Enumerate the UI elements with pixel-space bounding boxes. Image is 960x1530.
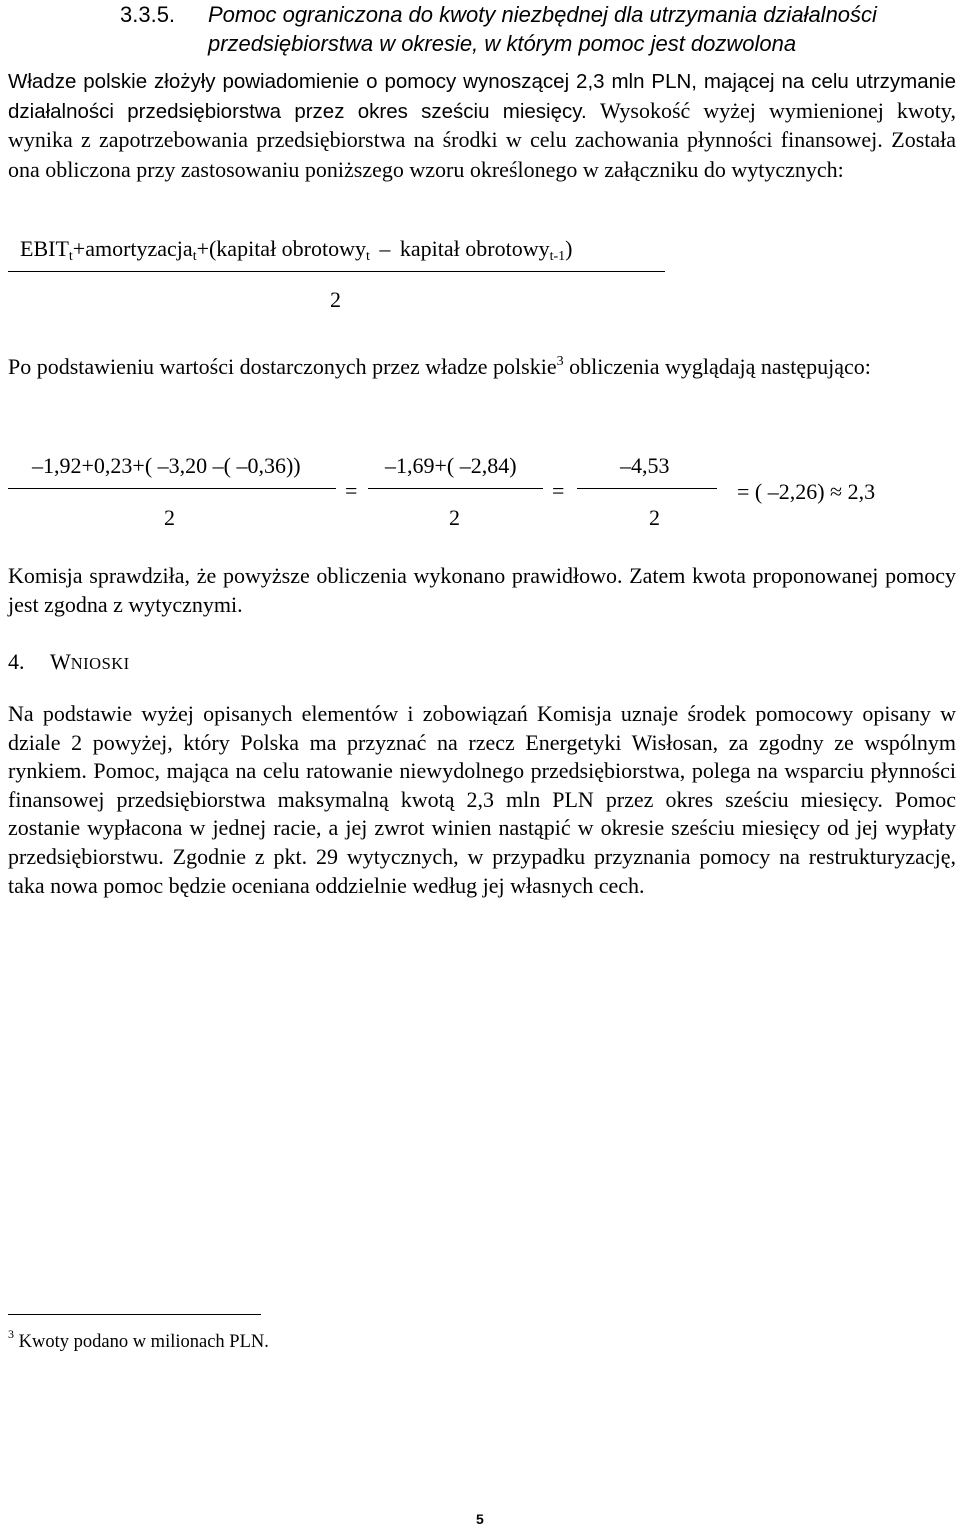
footnote-separator [8, 1314, 261, 1315]
heading-title-first-letter: W [50, 649, 71, 674]
paragraph-conclusions: Na podstawie wyżej opisanych elementów i zobowiązań Komisja uznaje środek pomocowy opisany w dziale 2 powyżej, który Polska ma przyznać na rzecz Energetyki Wisłosan, za zgodny ze wspólnym rynkiem. Pomoc, mająca na celu ratowanie niewydolnego przedsiębiorstwa, polega na wsparciu płynności finansowej przedsiębiorstwa maksymalną kwotą 2,3 mln PLN przez okres sześciu miesięcy. Pomoc zostanie wypłacona w jednej racie, a jej zwrot winien nastąpić w okresie sześciu miesięcy od jej wypłaty przedsiębiorstwu. Zgodnie z pkt. 29 wytycznych, w przypadku przyznania pomocy na restrukturyzację, taka nowa pomoc będzie oceniana oddzielnie według jej własnych cech. [8, 701, 956, 898]
heading-title [50, 649, 130, 674]
calc-numerator-1: –1,92+0,23+( –3,20 –( –0,36)) [32, 453, 301, 478]
section-number: 3.3.5. [120, 2, 176, 27]
paragraph-intro [8, 68, 956, 186]
section-heading [120, 0, 940, 58]
calc-denominator-1: 2 [164, 505, 175, 530]
substitution-text-after: obliczenia wyglądają następująco: [569, 354, 871, 379]
formula-ebit: EBIT [20, 236, 69, 261]
formula-fraction-bar [8, 271, 665, 272]
calc-result: = ( –2,26) ≈ 2,3 [737, 479, 876, 504]
ebit-formula-numerator [20, 236, 573, 262]
section-title: Pomoc ograniczona do kwoty niezbędnej dla utrzymania działalności przedsiębiorstwa w okresie, w którym pomoc jest dozwolona [208, 2, 877, 56]
calc-denominator-3: 2 [649, 505, 660, 530]
heading-number: 4. [8, 649, 25, 674]
formula-close-paren: ) [565, 236, 573, 261]
formula-sub: t [192, 249, 197, 264]
substitution-text-before: Po podstawieniu wartości dostarczonych przez władze polskie [8, 354, 557, 379]
footnote-reference: 3 [556, 354, 564, 369]
heading-wnioski [8, 648, 130, 678]
footnote [8, 1327, 269, 1353]
formula-kapital-1: +(kapitał obrotowy [196, 236, 367, 261]
heading-title-rest: NIOSKI [70, 654, 130, 673]
formula-kapital-2: kapitał obrotowy [399, 236, 550, 261]
paragraph-intro-serif-b: Została ona obliczona przy zastosowaniu poniższego wzoru określonego w załączniku do wytycznych: [8, 127, 957, 183]
calc-numerator-3: –4,53 [620, 453, 670, 478]
formula-sub: t [366, 249, 370, 264]
formula-sub: t-1 [549, 249, 566, 264]
calc-numerator-2: –1,69+( –2,84) [385, 453, 517, 478]
page-number: 5 [476, 1511, 484, 1527]
calc-equals-1: = [345, 478, 358, 503]
paragraph-substitution [8, 353, 956, 382]
calc-equals-2: = [552, 478, 565, 503]
paragraph-verification: Komisja sprawdziła, że powyższe obliczenia wykonano prawidłowo. Zatem kwota proponowanej pomocy jest zgodna z wytycznymi. [8, 563, 956, 617]
calc-fraction-bar-1 [8, 488, 336, 489]
formula-denominator: 2 [330, 287, 341, 312]
formula-minus: – [379, 236, 391, 261]
footnote-number: 3 [8, 1327, 14, 1341]
paragraph-intro-serif-a: Wysokość wyżej wymienionej kwoty, wynika z zapotrzebowania przedsiębiorstwa na środki w celu zachowania płynności finansowej. [8, 97, 956, 153]
formula-sub: t [68, 249, 73, 264]
calc-fraction-bar-3 [577, 488, 717, 489]
calc-fraction-bar-2 [368, 488, 543, 489]
paragraph-intro-sans: Władze polskie złożyły powiadomienie o pomocy wynoszącej 2,3 mln PLN, mającej na celu utrzymanie działalności przedsiębiorstwa przez okres sześciu miesięcy. [8, 70, 956, 123]
formula-amortyzacja: +amortyzacja [72, 236, 193, 261]
calc-denominator-2: 2 [449, 505, 460, 530]
footnote-text: Kwoty podano w milionach PLN. [18, 1332, 269, 1352]
